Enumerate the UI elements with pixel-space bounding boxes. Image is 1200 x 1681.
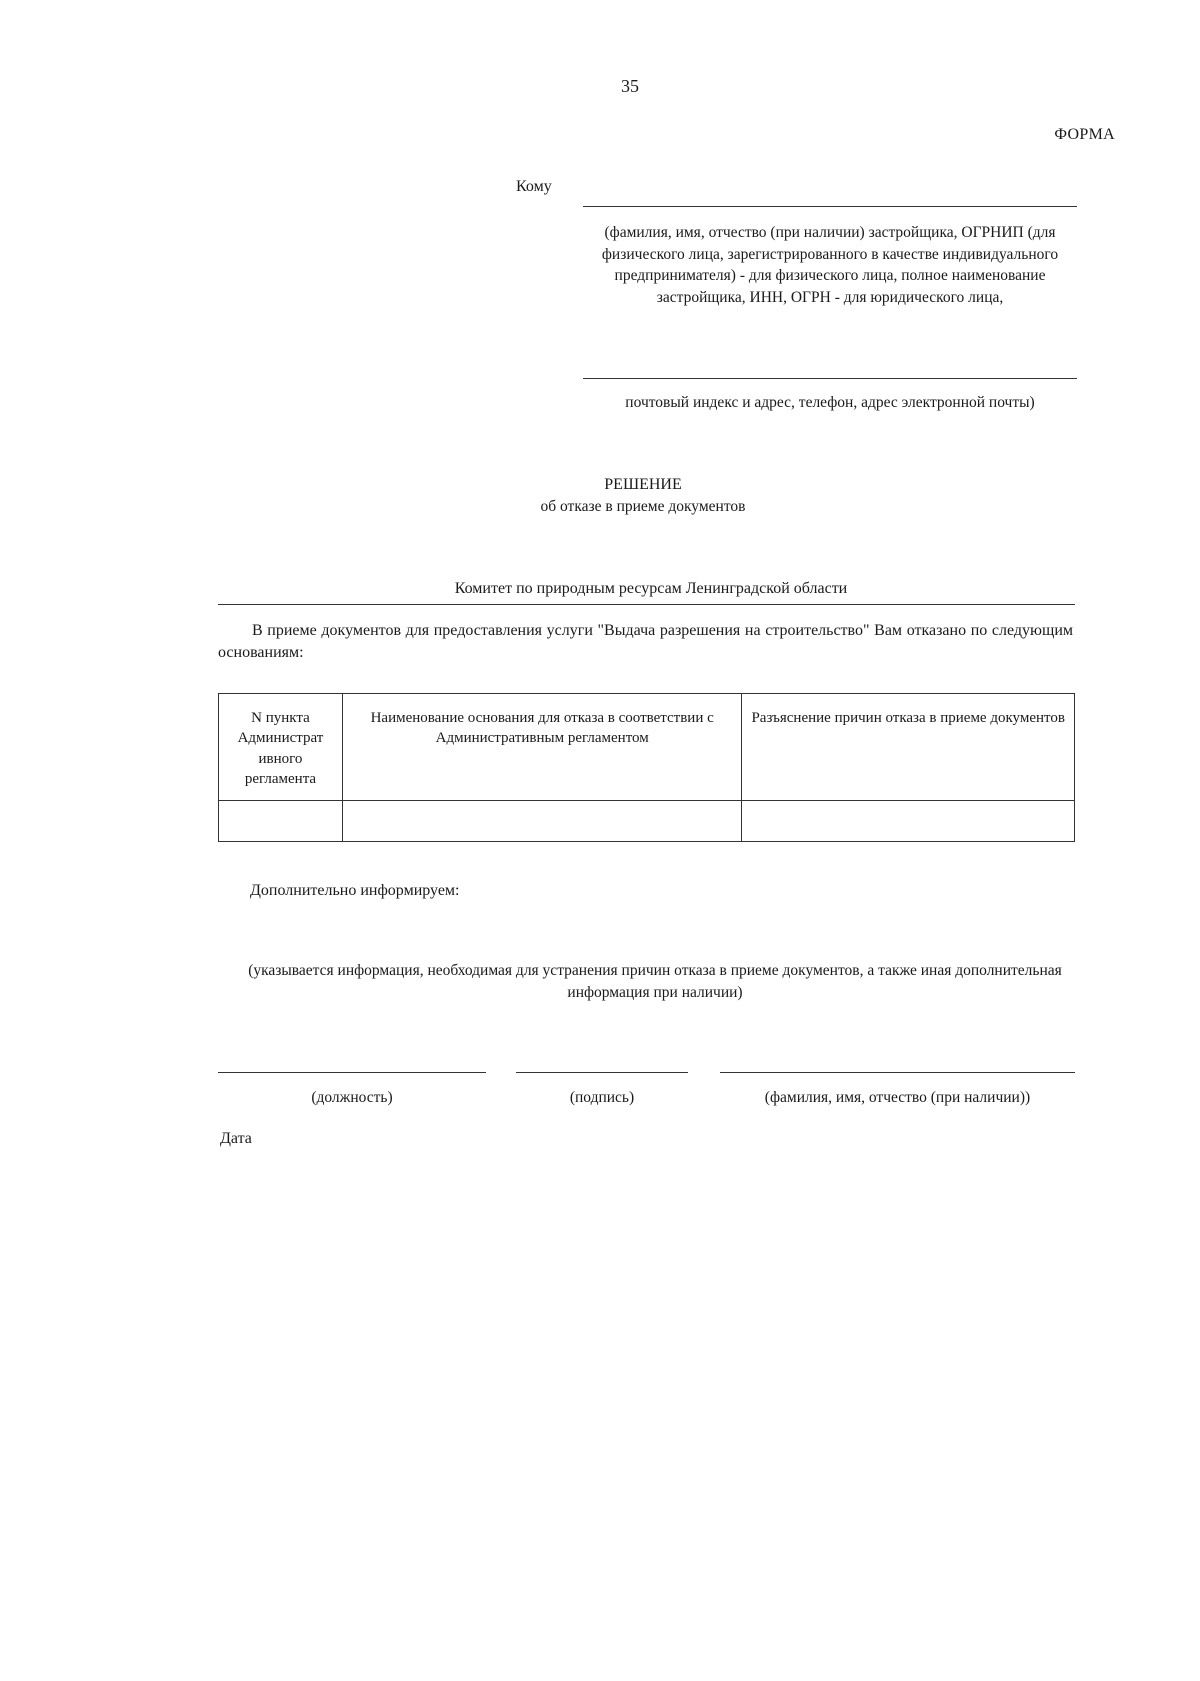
decision-subtitle: об отказе в приеме документов [540,498,746,515]
full-name-line [720,1072,1075,1073]
recipient-to-label: Кому [516,178,552,195]
page-number: 35 [621,76,639,96]
date-label: Дата [220,1130,252,1147]
decision-title: РЕШЕНИЕ [604,476,682,493]
table-header-clause-number: N пункта Администрат ивного регламента [219,694,343,801]
recipient-address-line [583,378,1077,379]
form-label: ФОРМА [1054,126,1115,143]
table-row [219,801,1075,842]
organization-name: Комитет по природным ресурсам Ленинградской области [454,580,848,597]
additional-info-hint: (указывается информация, необходимая для устранения причин отказа в приеме документов, а также иная дополнительная информация при наличии) [248,962,1062,1001]
signature-label: (подпись) [569,1089,635,1106]
table-header-row [219,694,1075,801]
table-cell[interactable] [742,801,1075,842]
table-cell[interactable] [342,801,742,842]
organization-line [218,604,1075,605]
position-line [218,1072,486,1073]
recipient-address-hint: почтовый индекс и адрес, телефон, адрес электронной почты) [625,394,1035,411]
table-cell[interactable] [219,801,343,842]
grounds-table [218,693,1075,842]
table-header-explanation: Разъяснение причин отказа в приеме документов [742,694,1075,801]
table-header-ground-name: Наименование основания для отказа в соответствии с Административным регламентом [342,694,742,801]
recipient-name-hint: (фамилия, имя, отчество (при наличии) застройщика, ОГРНИП (для физического лица, зарегистрированного в качестве индивидуального предпринимателя) - для физического лица, полное наименование застройщика, ИНН, ОГРН - для юридического лица, [601,224,1059,307]
signature-line [516,1072,688,1073]
intro-paragraph: В приеме документов для предоставления услуги "Выдача разрешения на строительство" Вам отказано по следующим основаниям: [218,622,1073,661]
recipient-name-line [583,206,1077,207]
full-name-label: (фамилия, имя, отчество (при наличии)) [764,1089,1031,1106]
position-label: (должность) [311,1089,393,1106]
additional-info-label: Дополнительно информируем: [250,882,460,899]
